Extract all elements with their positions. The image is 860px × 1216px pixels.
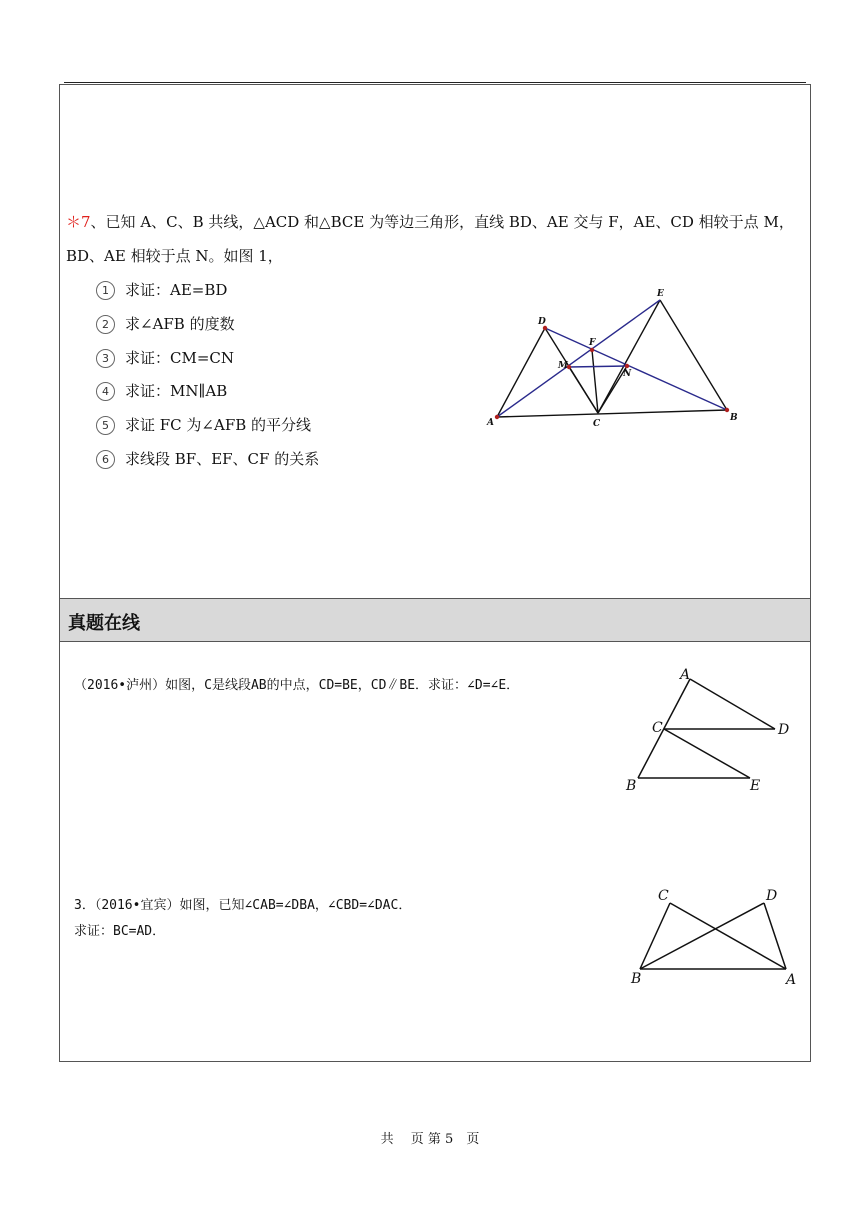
section-title: 真题在线 xyxy=(68,613,140,634)
item-text: 求∠AFB 的度数 xyxy=(125,315,235,333)
problem7-text1: 、已知 A、C、B 共线，△ACD 和△BCE 为等边三角形，直线 BD、AE 交与 F，AE、CD 相较于点 M， xyxy=(90,213,794,231)
yibin-label-D: D xyxy=(766,888,778,904)
item-text: 求证：CM=CN xyxy=(125,349,235,367)
yibin-label-B: B xyxy=(631,971,642,987)
q-yibin-line1: 3．（2016•宜宾）如图，已知∠CAB=∠DBA，∠CBD=∠DAC． xyxy=(74,898,412,913)
item-text: 求证：MN∥AB xyxy=(125,382,228,400)
item-number: 4 xyxy=(96,382,115,401)
luzhou-label-D: D xyxy=(778,722,790,738)
label-M: M xyxy=(558,361,568,371)
luzhou-label-E: E xyxy=(750,778,761,794)
item-number: 3 xyxy=(96,349,115,368)
q-luzhou-text: （2016•泸州）如图，C是线段AB的中点，CD=BE，CD∥BE．求证：∠D=∠E． xyxy=(74,678,520,693)
problem7-line2: BD、AE 相较于点 N。如图 1， xyxy=(66,247,283,265)
label-C: C xyxy=(593,419,601,429)
item-text: 求证 FC 为∠AFB 的平分线 xyxy=(125,416,312,434)
yibin-label-C: C xyxy=(658,888,669,904)
luzhou-label-B: B xyxy=(626,778,637,794)
problem7-number: ＊7 xyxy=(66,213,91,231)
label-F: F xyxy=(589,338,596,348)
item-text: 求线段 BF、EF、CF 的关系 xyxy=(125,450,320,468)
item-number: 6 xyxy=(96,450,115,469)
page-footer: 共 页 第 5 页 xyxy=(380,1132,480,1147)
yibin-label-A: A xyxy=(786,972,797,988)
label-E: E xyxy=(657,289,664,299)
label-B: B xyxy=(730,413,738,423)
label-N: N xyxy=(623,369,632,379)
label-D: D xyxy=(538,317,546,327)
luzhou-label-A: A xyxy=(680,667,691,683)
item-number: 1 xyxy=(96,281,115,300)
item-number: 5 xyxy=(96,416,115,435)
item-number: 2 xyxy=(96,315,115,334)
luzhou-label-C: C xyxy=(652,720,663,736)
q-yibin-line2: 求证：BC=AD． xyxy=(74,924,166,939)
item-text: 求证：AE=BD xyxy=(125,281,228,299)
label-A: A xyxy=(487,418,494,428)
